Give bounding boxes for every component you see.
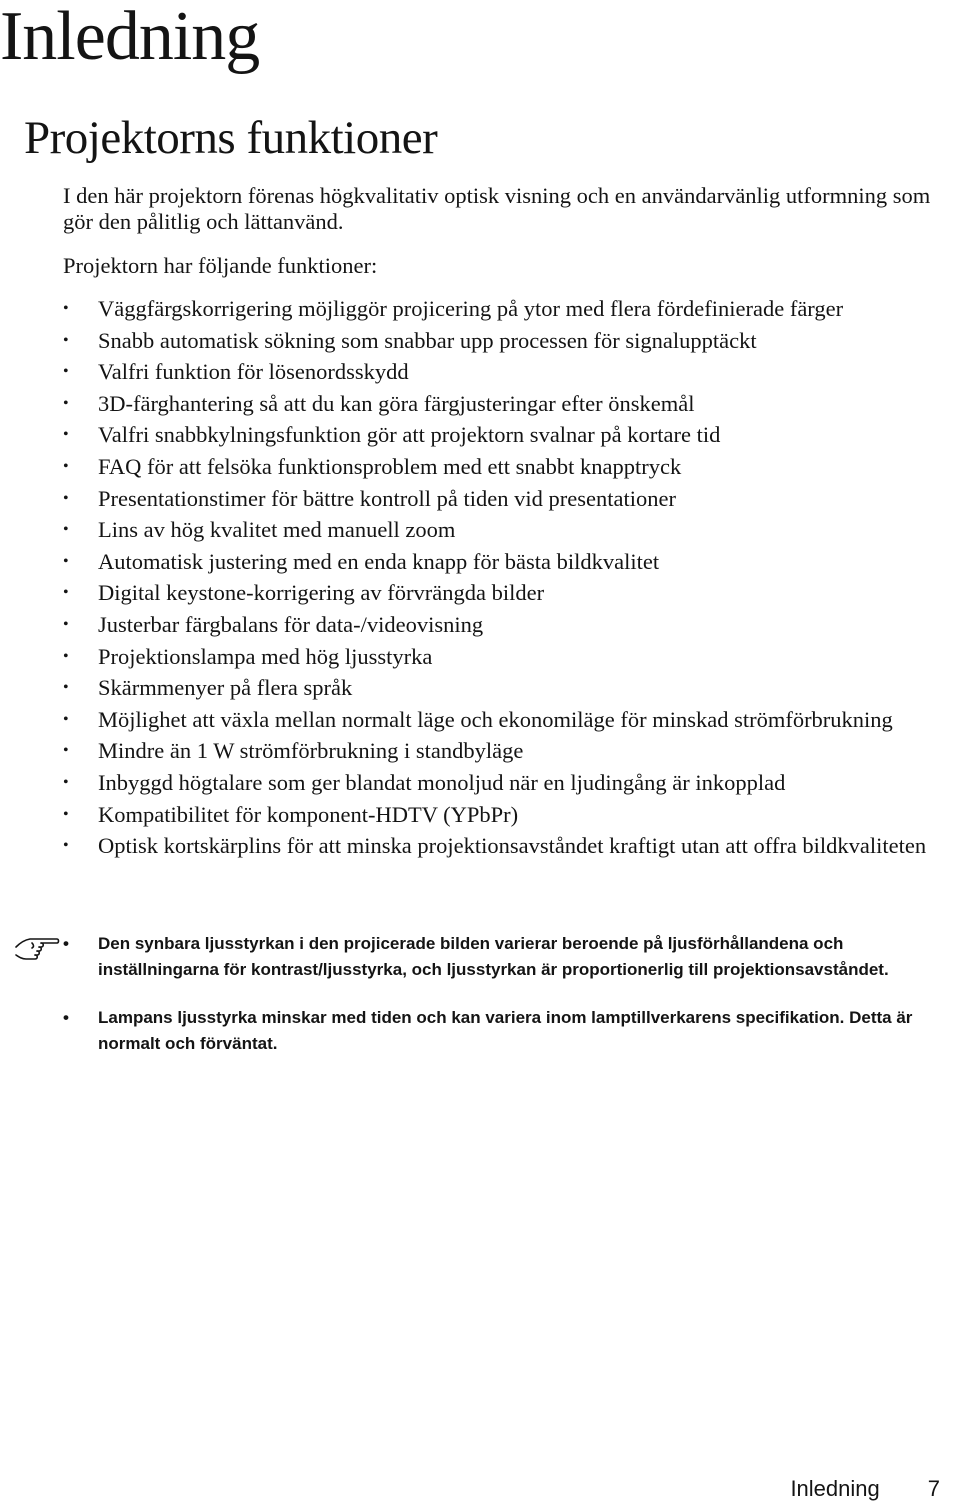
feature-item: • Kompatibilitet för komponent-HDTV (YPbPr) (63, 799, 953, 831)
feature-item: • Inbyggd högtalare som ger blandat monoljud när en ljudingång är inkopplad (63, 767, 953, 799)
feature-item: • Möjlighet att växla mellan normalt läge och ekonomiläge för minskad strömförbrukning (63, 704, 953, 736)
feature-item: • Skärmmenyer på flera språk (63, 672, 953, 704)
note-item: • Lampans ljusstyrka minskar med tiden och kan variera inom lamptillverkarens specifikation. Detta är normalt och förväntat. (63, 1005, 958, 1058)
section-title: Projektorns funktioner (24, 112, 438, 164)
feature-item: • FAQ för att felsöka funktionsproblem med ett snabbt knapptryck (63, 451, 953, 483)
feature-item: • Optisk kortskärplins för att minska projektionsavståndet kraftigt utan att offra bildkvaliteten (63, 830, 953, 862)
features-lead: Projektorn har följande funktioner: (63, 253, 378, 278)
notes-list (63, 931, 958, 1058)
feature-item: • Projektionslampa med hög ljusstyrka (63, 641, 953, 673)
feature-item: • Väggfärgskorrigering möjliggör projicering på ytor med flera fördefinierade färger (63, 293, 953, 325)
feature-item: • Snabb automatisk sökning som snabbar upp processen för signalupptäckt (63, 325, 953, 357)
footer-section-label: Inledning (790, 1476, 880, 1501)
feature-item: • Justerbar färgbalans för data-/videovisning (63, 609, 953, 641)
pointing-hand-icon (14, 927, 60, 963)
page-footer (790, 1476, 940, 1502)
feature-item: • 3D-färghantering så att du kan göra färgjusteringar efter önskemål (63, 388, 953, 420)
feature-item: • Automatisk justering med en enda knapp för bästa bildkvalitet (63, 546, 953, 578)
chapter-title: Inledning (0, 0, 260, 75)
feature-item: • Valfri funktion för lösenordsskydd (63, 356, 953, 388)
note-item: • Den synbara ljusstyrkan i den projicerade bilden varierar beroende på ljusförhållandena och inställningarna för kontrast/ljusstyrka, och ljusstyrkan är proportionerlig till projektionsavståndet. (63, 931, 958, 984)
page-number: 7 (927, 1476, 940, 1501)
feature-item: • Valfri snabbkylningsfunktion gör att projektorn svalnar på kortare tid (63, 419, 953, 451)
feature-item: • Digital keystone-korrigering av förvrängda bilder (63, 577, 953, 609)
feature-list (63, 293, 953, 862)
feature-item: • Lins av hög kvalitet med manuell zoom (63, 514, 953, 546)
feature-item: • Mindre än 1 W strömförbrukning i standbyläge (63, 735, 953, 767)
intro-paragraph: I den här projektorn förenas högkvalitativ optisk visning och en användarvänlig utformning som gör den pålitlig och lättanvänd. (63, 183, 931, 234)
feature-item: • Presentationstimer för bättre kontroll på tiden vid presentationer (63, 483, 953, 515)
